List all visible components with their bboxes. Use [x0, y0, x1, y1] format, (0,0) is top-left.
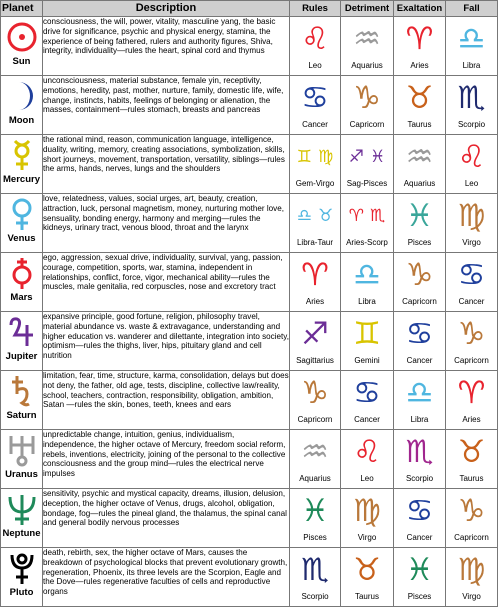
planet-description: death, rebirth, sex, the higher octave of Mars, causes the breakdown of psychological blocks that prevent evolutionary growth, regeneration, Phoenix, its three levels are the Scorpion, Eagle and the Dove—rules regenerative faculties of cells and reproductive organs — [43, 548, 288, 597]
planet-name: Sun — [12, 56, 31, 67]
sign-glyph-wrap — [290, 371, 340, 415]
sign-glyph-wrap — [290, 135, 340, 179]
detriment-cell — [341, 430, 394, 489]
table-row — [1, 548, 498, 607]
planet-description: ego, aggression, sexual drive, individuality, survival, yang, passion, courage, competition, sports, war, stamina, independent in relationships, conflict, force, vigor, mechanical ability—rules the muscles, male genitalia, red corpuscles, nose and excretory tract — [43, 253, 283, 292]
planet-cell — [1, 194, 43, 253]
zodiac-sign-icon: ♑ — [353, 80, 381, 116]
rules-cell — [290, 76, 341, 135]
header-rules: Rules — [290, 1, 341, 17]
fall-cell — [446, 430, 498, 489]
table-row — [1, 194, 498, 253]
planet-description: unpredictable change, intuition, genius, individualism, independence, the higher octave of Mercury, freedom social reform, rebels, inventions, electricity, joining of the personal to the collective consciousness and the group mind—rules the electrical nerve impulses — [43, 430, 286, 479]
zodiac-sign-icon: ♓ — [405, 198, 434, 234]
sign-glyph-wrap — [341, 548, 393, 592]
rules-cell — [290, 489, 341, 548]
zodiac-sign-icon: ♍ — [457, 198, 486, 234]
sign-glyph-wrap — [394, 430, 445, 474]
sign-glyph-wrap — [446, 194, 497, 238]
sign-label: Capricorn — [297, 415, 333, 424]
sign-glyph-wrap — [446, 76, 497, 120]
sign-label: Aries — [462, 415, 481, 424]
zodiac-sign-icon: ♑ — [405, 257, 434, 293]
planet-name: Venus — [7, 233, 36, 244]
sign-label: Capricorn — [402, 297, 437, 306]
detriment-cell — [341, 17, 394, 76]
zodiac-sign-icon: ♌ — [457, 139, 486, 175]
sign-glyph-wrap — [290, 17, 340, 61]
sign-glyph-wrap — [341, 17, 393, 61]
sign-label: Aries — [305, 297, 325, 306]
sign-label: Cancer — [406, 533, 433, 542]
planet-cell — [1, 371, 43, 430]
zodiac-sign-icon: ♑ — [457, 493, 486, 529]
planet-cell — [1, 76, 43, 135]
zodiac-sign-icon: ♈ — [457, 375, 486, 411]
zodiac-sign-icon: ♓ — [405, 552, 434, 588]
zodiac-sign-icon: ♒ — [301, 434, 329, 470]
description-cell — [43, 135, 290, 194]
rules-cell — [290, 253, 341, 312]
zodiac-sign-icon: ♉ — [405, 80, 434, 116]
sign-label: Aquarius — [299, 474, 331, 483]
fall-cell — [446, 135, 498, 194]
zodiac-sign-icon: ♊ — [353, 316, 381, 352]
zodiac-sign-icon: ♑ — [301, 375, 329, 411]
planet-cell — [1, 548, 43, 607]
exaltation-cell — [394, 489, 446, 548]
sign-label: Scorpio — [405, 474, 434, 483]
exaltation-cell — [394, 135, 446, 194]
table-header-row — [1, 1, 498, 17]
sign-glyph-wrap — [446, 253, 497, 297]
zodiac-sign-icon: ♏ — [301, 552, 329, 588]
moon-icon — [5, 79, 39, 113]
planet-cell — [1, 253, 43, 312]
planet-name: Pluto — [9, 587, 34, 598]
zodiac-sign-icon: ♈ — [301, 257, 329, 293]
header-description: Description — [43, 1, 290, 17]
sign-label: Pisces — [303, 533, 327, 542]
sign-label: Pisces — [407, 592, 432, 601]
sign-glyph-wrap — [341, 430, 393, 474]
neptune-icon — [5, 492, 39, 526]
planet-description: consciousness, the will, power, vitality, masculine yang, the basic drive for significance, psychic and physical energy, stamina, the experience of being fathered, rulers and authority figures, Shiva, integrity, individuality—rules the heart, spinal cord and thymus — [43, 17, 276, 56]
sign-label: Capricorn — [454, 356, 489, 365]
sign-glyph-wrap — [446, 371, 497, 415]
description-cell — [43, 489, 290, 548]
sign-label: Leo — [360, 474, 374, 483]
table-row — [1, 430, 498, 489]
mercury-icon — [5, 138, 39, 172]
sign-glyph-wrap — [341, 312, 393, 356]
planet-name: Uranus — [5, 469, 38, 480]
zodiac-sign-icon: ♐ — [301, 316, 329, 352]
sign-label: Cancer — [406, 356, 433, 365]
planet-name: Saturn — [6, 410, 37, 421]
fall-cell — [446, 489, 498, 548]
sign-glyph-wrap — [290, 489, 340, 533]
description-cell — [43, 312, 290, 371]
zodiac-sign-icon: ♒ — [353, 21, 381, 57]
fall-cell — [446, 548, 498, 607]
description-cell — [43, 548, 290, 607]
table-row — [1, 489, 498, 548]
detriment-cell — [341, 489, 394, 548]
planet-description: unconsciousness, material substance, female yin, receptivity, emotions, heredity, past, mother, nurture, family, domestic life, wife, change, instincts, habits, feelings of belonging or alienation, the masses, containment—rules stomach, breasts and pancreas — [43, 76, 284, 115]
sign-label: Gem-Virgo — [295, 179, 335, 188]
sign-glyph-wrap — [394, 312, 445, 356]
detriment-cell — [341, 371, 394, 430]
planet-description: limitation, fear, time, structure, karma, consolidation, delays but does not deny, the father, old age, tests, discipline, collective law/reality, school, teachers, contraction, responsibility, obligation, ambition, Satan —rules the skin, bones, teeth, knees and ears — [43, 371, 289, 410]
sign-glyph-wrap — [394, 371, 445, 415]
zodiac-sign-icon: ♎ — [457, 21, 486, 57]
detriment-cell — [341, 548, 394, 607]
sign-label: Libra — [462, 61, 481, 70]
fall-cell — [446, 17, 498, 76]
sign-glyph-wrap — [290, 548, 340, 592]
rules-cell — [290, 194, 341, 253]
jupiter-icon — [5, 315, 39, 349]
zodiac-sign-icon: ♋ — [457, 257, 486, 293]
sign-label: Leo — [308, 61, 322, 70]
sign-label: Scorpio — [301, 592, 329, 601]
saturn-icon — [5, 374, 39, 408]
zodiac-sign-icon: ♋ — [405, 493, 434, 529]
sign-label: Aries-Scorp — [346, 238, 388, 247]
zodiac-sign-icon: ♒ — [405, 139, 434, 175]
venus-icon — [5, 197, 39, 231]
mars-icon — [5, 256, 39, 290]
sign-glyph-wrap — [446, 548, 497, 592]
exaltation-cell — [394, 430, 446, 489]
sign-glyph-wrap — [290, 194, 340, 238]
header-fall: Fall — [446, 1, 498, 17]
rules-cell — [290, 135, 341, 194]
description-cell — [43, 253, 290, 312]
planet-name: Moon — [8, 115, 35, 126]
planet-description: love, relatedness, values, social urges, art, beauty, creation, attraction, luck, personal magnetism, money, nurturing mother love, sensuality, bonding energy, harmony and merging—rules the kidneys, urinary tract, venous blood, throat and the larynx — [43, 194, 284, 233]
description-cell — [43, 194, 290, 253]
table-row — [1, 135, 498, 194]
zodiac-sign-icon: ♌ — [301, 21, 329, 57]
sign-glyph-wrap — [394, 489, 445, 533]
fall-cell — [446, 76, 498, 135]
zodiac-sign-icon: ♍ — [353, 493, 381, 529]
exaltation-cell — [394, 548, 446, 607]
exaltation-cell — [394, 312, 446, 371]
sign-label: Virgo — [462, 592, 481, 601]
sign-glyph-wrap — [394, 194, 445, 238]
zodiac-sign-icon: ♐ ♓ — [348, 146, 386, 167]
sign-glyph-wrap — [446, 17, 497, 61]
planet-name: Jupiter — [5, 351, 38, 362]
sign-glyph-wrap — [290, 312, 340, 356]
description-cell — [43, 17, 290, 76]
sign-label: Virgo — [357, 533, 377, 542]
detriment-cell — [341, 253, 394, 312]
sign-label: Cancer — [458, 297, 485, 306]
planet-description: sensitivity, psychic and mystical capacity, dreams, illusion, delusion, deception, the higher octave of Venus, drugs, alcohol, obligation, bondage, fog—rules the pineal gland, the thalamus, the spinal canal and general bodily nervous processes — [43, 489, 287, 528]
zodiac-sign-icon: ♈ ♏ — [348, 205, 386, 226]
description-cell — [43, 76, 290, 135]
zodiac-sign-icon: ♉ — [457, 434, 486, 470]
zodiac-sign-icon: ♎ ♉ — [296, 205, 334, 226]
zodiac-sign-icon: ♋ — [353, 375, 381, 411]
fall-cell — [446, 371, 498, 430]
sign-glyph-wrap — [341, 489, 393, 533]
planet-cell — [1, 135, 43, 194]
rules-cell — [290, 430, 341, 489]
fall-cell — [446, 312, 498, 371]
rules-cell — [290, 312, 341, 371]
pluto-icon — [5, 551, 39, 585]
sign-label: Aries — [410, 61, 429, 70]
exaltation-cell — [394, 371, 446, 430]
sign-glyph-wrap — [446, 489, 497, 533]
planet-cell — [1, 430, 43, 489]
zodiac-sign-icon: ♈ — [405, 21, 434, 57]
fall-cell — [446, 194, 498, 253]
sign-glyph-wrap — [290, 253, 340, 297]
sign-label: Gemini — [354, 356, 380, 365]
planet-description: the rational mind, reason, communication language, intelligence, duality, writing, memory, creating associations, symbolization, skills, short journeys, movement, transportation, versatility, siblings—rules the arms, hands, nerves, lungs and the shoulders — [43, 135, 285, 174]
planet-cell — [1, 17, 43, 76]
zodiac-sign-icon: ♋ — [301, 80, 329, 116]
sign-glyph-wrap — [341, 371, 393, 415]
sign-label: Pisces — [407, 238, 432, 247]
planet-description: expansive principle, good fortune, religion, philosophy travel, material abundance vs. waste & extravagance, understanding and higher education vs. wanderer and dilettante, integration into society, optimism—rules the thighs, liver, hips, pituitary gland and cell nutrition — [43, 312, 289, 361]
uranus-icon — [5, 433, 39, 467]
sign-glyph-wrap — [341, 253, 393, 297]
sign-glyph-wrap — [394, 548, 445, 592]
sign-label: Libra — [358, 297, 376, 306]
zodiac-sign-icon: ♍ — [457, 552, 486, 588]
zodiac-sign-icon: ♎ — [353, 257, 381, 293]
sign-glyph-wrap — [394, 253, 445, 297]
exaltation-cell — [394, 17, 446, 76]
sign-label: Taurus — [354, 592, 379, 601]
planet-cell — [1, 312, 43, 371]
sign-label: Cancer — [302, 120, 328, 129]
detriment-cell — [341, 312, 394, 371]
sign-label: Cancer — [354, 415, 380, 424]
description-cell — [43, 371, 290, 430]
zodiac-sign-icon: ♏ — [405, 434, 434, 470]
sign-label: Aquarius — [403, 179, 436, 188]
detriment-cell — [341, 76, 394, 135]
sign-label: Libra — [410, 415, 429, 424]
exaltation-cell — [394, 253, 446, 312]
table-body — [1, 17, 498, 607]
sign-glyph-wrap — [394, 76, 445, 120]
zodiac-sign-icon: ♋ — [405, 316, 434, 352]
zodiac-sign-icon: ♌ — [353, 434, 381, 470]
sign-label: Taurus — [407, 120, 432, 129]
sign-label: Sagittarius — [296, 356, 334, 365]
rules-cell — [290, 17, 341, 76]
table-row — [1, 312, 498, 371]
sign-glyph-wrap — [341, 194, 393, 238]
sign-glyph-wrap — [446, 430, 497, 474]
sign-label: Virgo — [462, 238, 481, 247]
sign-label: Leo — [464, 179, 479, 188]
header-detriment: Detriment — [341, 1, 394, 17]
sign-glyph-wrap — [394, 135, 445, 179]
sign-glyph-wrap — [341, 135, 393, 179]
zodiac-sign-icon: ♎ — [405, 375, 434, 411]
table-row — [1, 371, 498, 430]
sign-glyph-wrap — [341, 76, 393, 120]
zodiac-sign-icon: ♏ — [457, 80, 486, 116]
sign-glyph-wrap — [446, 135, 497, 179]
table-row — [1, 17, 498, 76]
sign-label: Capricorn — [349, 120, 385, 129]
sign-glyph-wrap — [290, 430, 340, 474]
exaltation-cell — [394, 76, 446, 135]
sign-label: Libra-Taur — [296, 238, 333, 247]
zodiac-sign-icon: ♑ — [457, 316, 486, 352]
sign-label: Taurus — [459, 474, 484, 483]
zodiac-sign-icon: ♓ — [301, 493, 329, 529]
header-exaltation: Exaltation — [394, 1, 446, 17]
sign-label: Scorpio — [457, 120, 486, 129]
table-row — [1, 253, 498, 312]
detriment-cell — [341, 135, 394, 194]
sign-label: Aquarius — [351, 61, 383, 70]
sign-glyph-wrap — [394, 17, 445, 61]
planet-name: Mercury — [3, 174, 40, 185]
exaltation-cell — [394, 194, 446, 253]
sign-label: Sag-Pisces — [346, 179, 388, 188]
planet-cell — [1, 489, 43, 548]
rules-cell — [290, 548, 341, 607]
zodiac-sign-icon: ♉ — [353, 552, 381, 588]
sign-glyph-wrap — [290, 76, 340, 120]
description-cell — [43, 430, 290, 489]
fall-cell — [446, 253, 498, 312]
rules-cell — [290, 371, 341, 430]
detriment-cell — [341, 194, 394, 253]
sign-glyph-wrap — [446, 312, 497, 356]
table-row — [1, 76, 498, 135]
planet-name: Neptune — [2, 528, 41, 539]
sun-icon — [5, 20, 39, 54]
header-planet: Planet — [1, 1, 43, 17]
sign-label: Capricorn — [454, 533, 489, 542]
zodiac-sign-icon: ♊ ♍ — [296, 146, 334, 167]
planet-name: Mars — [10, 292, 33, 303]
